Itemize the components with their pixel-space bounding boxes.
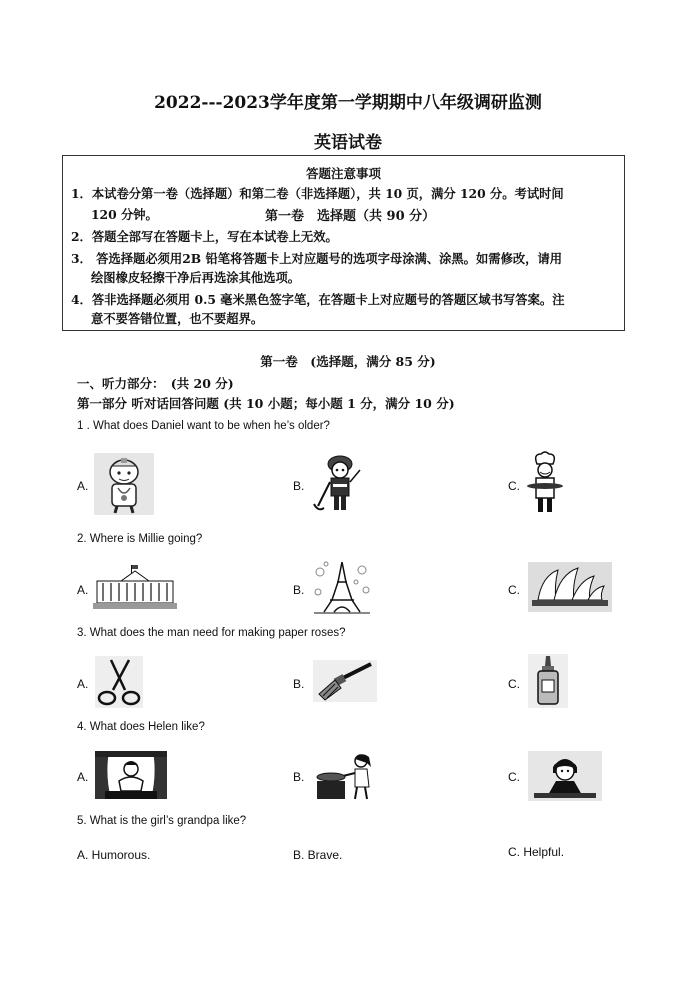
q1-option-a-label: A. <box>77 479 89 493</box>
section-part-heading: 第一部分 听对话回答问题 (共 10 小题；每小题 1 分，满分 10 分) <box>77 396 455 411</box>
section-heading: 一、听力部分： (共 20 分) <box>77 376 234 391</box>
notice-box <box>62 155 625 331</box>
part-title: 第一卷 (选择题，满分 85 分) <box>260 354 436 369</box>
glue-icon <box>528 654 568 708</box>
q2-option-c-label: C. <box>508 583 520 597</box>
notice-line-1: 1．本试卷分第一卷（选择题）和第二卷（非选择题），共 10 页，满分 120 分。考试时间 <box>71 186 564 201</box>
q4-option-b-label: B. <box>293 770 305 784</box>
q1-option-c-label: C. <box>508 479 520 493</box>
firefighter-icon <box>310 452 366 516</box>
question-1: 1 . What does Daniel want to be when he’s older? <box>77 420 330 432</box>
white-house-icon <box>93 563 177 611</box>
q1-option-b-label: B. <box>293 479 305 493</box>
reading-girl-icon <box>528 751 602 801</box>
q5-option-b: B. Brave. <box>293 848 343 862</box>
notice-line-3: 3． 答选择题必须用2B 铅笔将答题卡上对应题号的选项字母涂满、涂黑。如需修改，请用 <box>71 251 563 266</box>
q5-option-a: A. Humorous. <box>77 848 151 862</box>
q4-option-c-label: C. <box>508 770 520 784</box>
question-5: 5. What is the girl’s grandpa like? <box>77 815 247 827</box>
opera-house-icon <box>528 562 612 612</box>
notice-line-4-cont: 意不要答错位置，也不要超界。 <box>91 311 264 326</box>
q3-option-c-label: C. <box>508 677 520 691</box>
notice-line-4: 4．答非选择题必须用 0.5 毫米黑色签字笔，在答题卡上对应题号的答题区域书写答案。注 <box>71 292 565 307</box>
scissors-icon <box>95 656 143 708</box>
exam-title: 2022---2023学年度第一学期期中八年级调研监测 <box>154 93 542 113</box>
notice-heading: 答题注意事项 <box>305 166 381 181</box>
paintbrush-icon <box>313 660 377 702</box>
q5-option-c: C. Helpful. <box>508 845 565 859</box>
notice-overlay-heading: 第一卷 选择题（共 90 分） <box>265 209 436 224</box>
notice-line-2: 2．答题全部写在答题卡上，写在本试卷上无效。 <box>71 229 338 244</box>
q2-option-a-label: A. <box>77 583 89 597</box>
q4-option-a-label: A. <box>77 770 89 784</box>
cooking-girl-icon <box>313 751 379 801</box>
q3-option-b-label: B. <box>293 677 305 691</box>
chef-icon <box>525 450 565 516</box>
exam-subtitle: 英语试卷 <box>314 133 382 153</box>
notice-line-3-cont: 绘图橡皮轻擦干净后再选涂其他选项。 <box>91 270 301 285</box>
eiffel-tower-icon <box>310 560 374 615</box>
q2-option-b-label: B. <box>293 583 305 597</box>
notice-line-1-cont: 120 分钟。 <box>91 207 158 222</box>
stage-performer-icon <box>95 751 167 801</box>
question-3: 3. What does the man need for making paper roses? <box>77 627 346 639</box>
q3-option-a-label: A. <box>77 677 89 691</box>
doctor-icon <box>93 452 155 516</box>
question-2: 2. Where is Millie going? <box>77 533 203 545</box>
question-4: 4. What does Helen like? <box>77 721 205 733</box>
